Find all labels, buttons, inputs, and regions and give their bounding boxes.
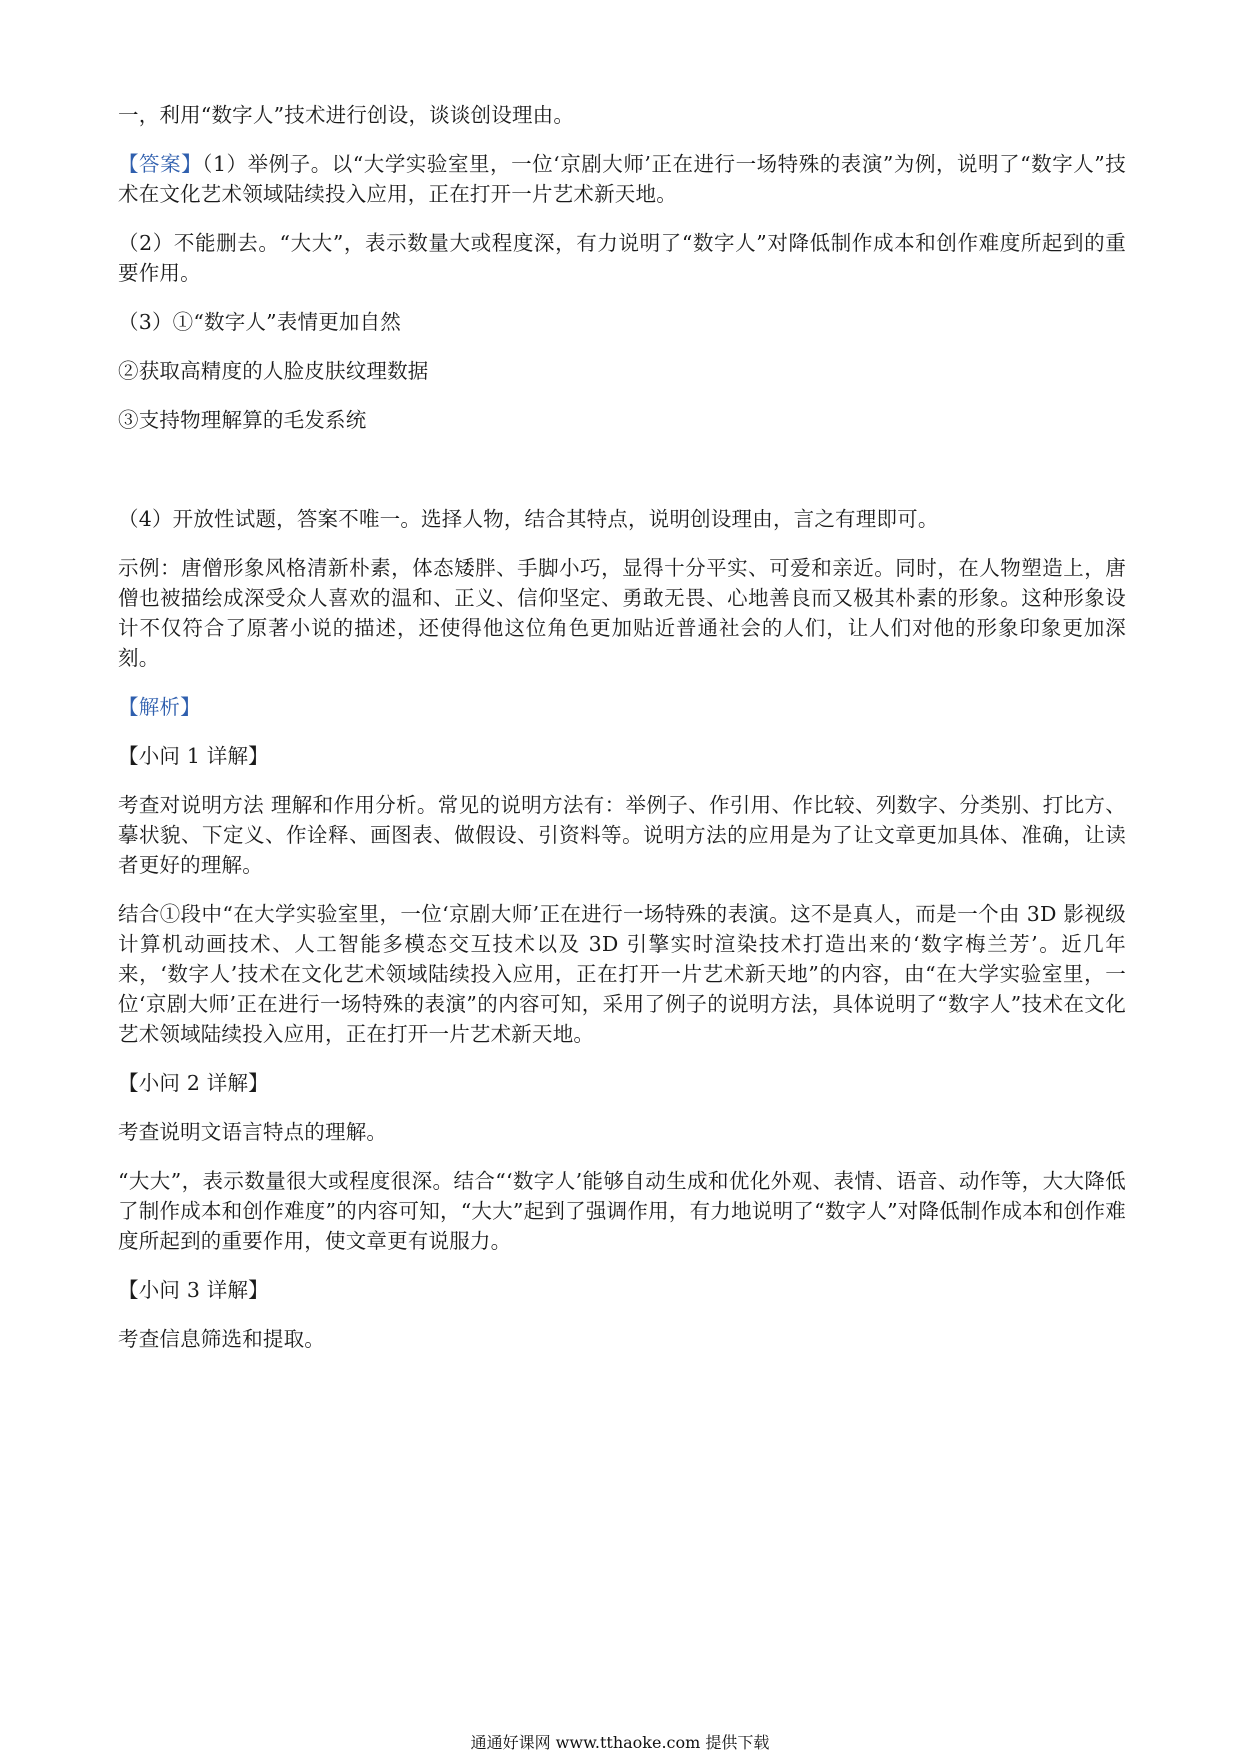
analysis-label: 【解析】 [118, 695, 201, 719]
intro-line: 一，利用“数字人”技术进行创设，谈谈创设理由。 [118, 103, 575, 127]
answer-1-text: （1）举例子。以“大学实验室里，一位‘京剧大师’正在进行一场特殊的表演”为例，说明了“数字人”技术在文化艺术领域陆续投入应用，正在打开一片艺术新天地。 [118, 152, 1126, 206]
answer-label: 【答案】 [118, 152, 203, 176]
spacer [118, 454, 1126, 504]
example-paragraph: 示例：唐僧形象风格清新朴素，体态矮胖、手脚小巧，显得十分平实、可爱和亲近。同时，在人物塑造上，唐僧也被描绘成深受众人喜欢的温和、正义、信仰坚定、勇敢无畏、心地善良而又极其朴素的形象。这种形象设计不仅符合了原著小说的描述，还使得他这位角色更加贴近普通社会的人们，让人们对他的形象印象更加深刻。 [118, 556, 1126, 670]
q2-text-1: 考查说明文语言特点的理解。 [118, 1120, 388, 1144]
q3-heading: 【小问 3 详解】 [118, 1278, 269, 1302]
q1-text-2: 结合①段中“在大学实验室里，一位‘京剧大师’正在进行一场特殊的表演。这不是真人，而是一个由 3D 影视级计算机动画技术、人工智能多模态交互技术以及 3D 引擎实时渲染技术打造出来的‘数字梅兰芳’。近几年来，‘数字人’技术在文化艺术领域陆续投入应用，正在打开一片艺术新天地”的内容，由“在大学实验室里，一位‘京剧大师’正在进行一场特殊的表演”的内容可知，采用了例子的说明方法，具体说明了“数字人”技术在文化艺术领域陆续投入应用，正在打开一片艺术新天地。 [118, 902, 1126, 1046]
answer-3-item-2: ②获取高精度的人脸皮肤纹理数据 [118, 359, 429, 383]
answer-3-item-3: ③支持物理解算的毛发系统 [118, 408, 367, 432]
answer-2: （2）不能删去。“大大”，表示数量大或程度深，有力说明了“数字人”对降低制作成本和创作难度所起到的重要作用。 [118, 231, 1126, 285]
q1-text-1: 考查对说明方法 理解和作用分析。常见的说明方法有：举例子、作引用、作比较、列数字、分类别、打比方、摹状貌、下定义、作诠释、画图表、做假设、引资料等。说明方法的应用是为了让文章更加具体、准确，让读者更好的理解。 [118, 793, 1126, 877]
document-page [118, 100, 1126, 1373]
answer-1 [118, 149, 1126, 209]
page-footer: 通通好课网 www.tthaoke.com 提供下载 [470, 1733, 770, 1752]
q3-text-1: 考查信息筛选和提取。 [118, 1327, 325, 1351]
q2-heading: 【小问 2 详解】 [118, 1071, 269, 1095]
q1-heading: 【小问 1 详解】 [118, 744, 269, 768]
q2-text-2: “大大”，表示数量很大或程度很深。结合“‘数字人’能够自动生成和优化外观、表情、语音、动作等，大大降低了制作成本和创作难度”的内容可知，“大大”起到了强调作用，有力地说明了“数字人”对降低制作成本和创作难度所起到的重要作用，使文章更有说服力。 [118, 1169, 1126, 1253]
answer-3-item-1: （3）①“数字人”表情更加自然 [118, 310, 402, 334]
answer-4: （4）开放性试题，答案不唯一。选择人物，结合其特点，说明创设理由，言之有理即可。 [118, 507, 939, 531]
